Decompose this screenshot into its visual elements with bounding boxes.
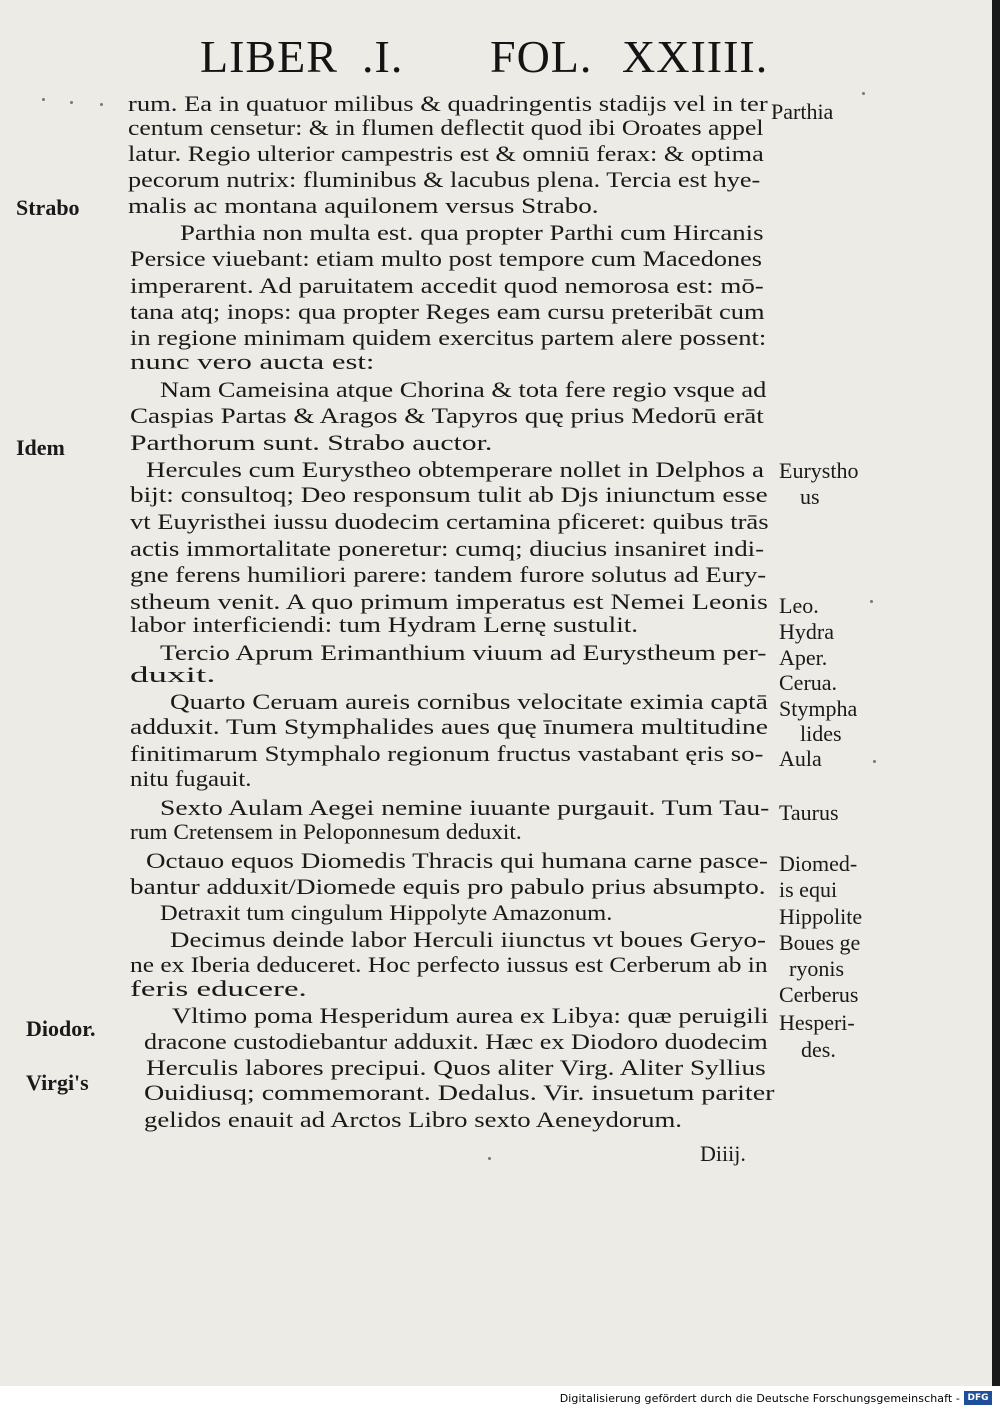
page-speck [862,92,865,95]
catchword: Diiij. [700,1141,746,1166]
text-line: actis immortalitate poneretur: cumq; diucius insaniret indi- [130,536,765,561]
margin-note-right: Hippolite [779,904,863,929]
text-line: Nam Cameisina atque Chorina & tota fere regio vsque ad [160,377,767,402]
margin-note-right: Aula [779,746,822,771]
margin-note-left: Strabo [16,195,80,220]
margin-note-right: Cerua. [779,670,838,695]
text-line: Detraxit tum cingulum Hippolyte Amazonum. [160,900,613,925]
margin-note-right: Taurus [779,800,839,825]
text-line: ne ex Iberia deduceret. Hoc perfecto iussus est Cerberum ab in [130,952,768,977]
text-line: pecorum nutrix: fluminibus & lacubus plena. Tercia est hye- [128,167,761,192]
text-line: rum Cretensem in Peloponnesum deduxit. [130,819,522,844]
margin-note-right: us [800,484,820,509]
page-speck [870,600,873,603]
text-line: gelidos enauit ad Arctos Libro sexto Aeneydorum. [144,1107,682,1132]
margin-note-right: Diomed- [779,851,858,876]
folio-number: XXIIII. [622,31,769,82]
text-line: centum censetur: & in flumen deflectit quod ibi Oroates appel [128,115,764,140]
folio-label: FOL. [490,31,593,82]
text-line: imperarent. Ad paruitatem accedit quod nemorosa est: mō- [130,273,764,298]
page-speck [70,101,73,104]
text-line: nunc vero aucta est: [130,349,375,374]
text-line: Caspias Partas & Aragos & Tapyros quę prius Medorū erāt [130,403,764,428]
text-line: nitu fugauit. [130,766,252,791]
text-line: finitimarum Stymphalo regionum fructus vastabant ęris so- [130,741,764,766]
text-line: Hercules cum Eurystheo obtemperare nollet in Delphos a [146,457,765,482]
margin-note-right: Boues ge [779,930,861,955]
margin-note-right: Cerberus [779,982,859,1007]
margin-note-left: Virgi's [26,1070,89,1095]
page-speck [100,103,103,106]
page-speck [488,1157,491,1160]
text-line: duxit. [130,662,216,687]
text-line: Tercio Aprum Erimanthium viuum ad Eurystheum per- [160,640,767,665]
text-line: Parthia non multa est. qua propter Parthi cum Hircanis [180,220,764,245]
text-line: gne ferens humiliori parere: tandem furore solutus ad Eury- [130,562,767,587]
text-line: labor interficiendi: tum Hydram Lernę sustulit. [130,612,639,637]
margin-note-right: Eurystho [779,458,859,483]
text-line: in regione minimam quidem exercitus partem alere possent: [130,325,767,350]
margin-note-right: Aper. [779,645,828,670]
text-line: Ouidiusq; commemorant. Dedalus. Vir. insuetum pariter [144,1080,775,1105]
margin-note-right: Hesperi- [779,1010,855,1035]
margin-note-left: Diodor. [26,1016,96,1041]
text-line: rum. Ea in quatuor milibus & quadringentis stadijs vel in ter [128,91,768,116]
text-line: Herculis labores precipui. Quos aliter Virg. Aliter Syllius [146,1055,766,1080]
page-speck [42,98,45,101]
page-header [0,30,992,90]
margin-note-left: Idem [16,435,65,460]
running-title-number: .I. [362,31,404,82]
footer-bar [0,1386,1000,1412]
text-line: bantur adduxit/Diomede equis pro pabulo prius absumpto. [130,874,766,899]
page-edge [992,0,1000,1386]
margin-note-right: des. [801,1037,836,1062]
page-speck [873,760,876,763]
text-line: feris educere. [130,976,307,1001]
text-line: bijt: consultoq; Deo responsum tulit ab Djs iniunctum esse [130,482,768,507]
text-line: Quarto Ceruam aureis cornibus velocitate eximia captā [170,689,768,714]
text-line: Sexto Aulam Aegei nemine iuuante purgauit. Tum Tau- [160,795,770,820]
funding-credit: Digitalisierung gefördert durch die Deutsche Forschungsgemeinschaft - [559,1392,960,1405]
text-line: Decimus deinde labor Herculi iiunctus vt boues Geryo- [170,927,766,952]
text-line: malis ac montana aquilonem versus Strabo. [128,193,599,218]
text-line: Parthorum sunt. Strabo auctor. [130,430,493,455]
dfg-logo: DFG [964,1391,992,1405]
margin-note-right: Leo. [779,593,819,618]
text-line: Vltimo poma Hesperidum aurea ex Libya: quæ peruigili [172,1003,769,1028]
margin-note-right: ryonis [789,956,844,981]
text-line: vt Euyristhei iussu duodecim certamina pficeret: quibus trās [130,509,769,534]
text-line: latur. Regio ulterior campestris est & omniū ferax: & optima [128,141,764,166]
margin-note-right: Stympha [779,696,858,721]
text-line: dracone custodiebantur adduxit. Hæc ex Diodoro duodecim [144,1029,768,1054]
running-title-book: LIBER [200,31,338,82]
margin-note-right: Hydra [779,619,834,644]
margin-note-right: Parthia [771,99,834,124]
text-line: Persice viuebant: etiam multo post tempore cum Macedones [130,246,762,271]
margin-note-right: lides [800,721,842,746]
text-line: stheum venit. A quo primum imperatus est Nemei Leonis [130,589,768,614]
text-line: tana atq; inops: qua propter Reges eam cursu preteribāt cum [130,299,765,324]
margin-note-right: is equi [779,877,838,902]
text-line: adduxit. Tum Stymphalides aues quę īnumera multitudine [130,714,769,739]
text-line: Octauo equos Diomedis Thracis qui humana carne pasce- [146,848,769,873]
